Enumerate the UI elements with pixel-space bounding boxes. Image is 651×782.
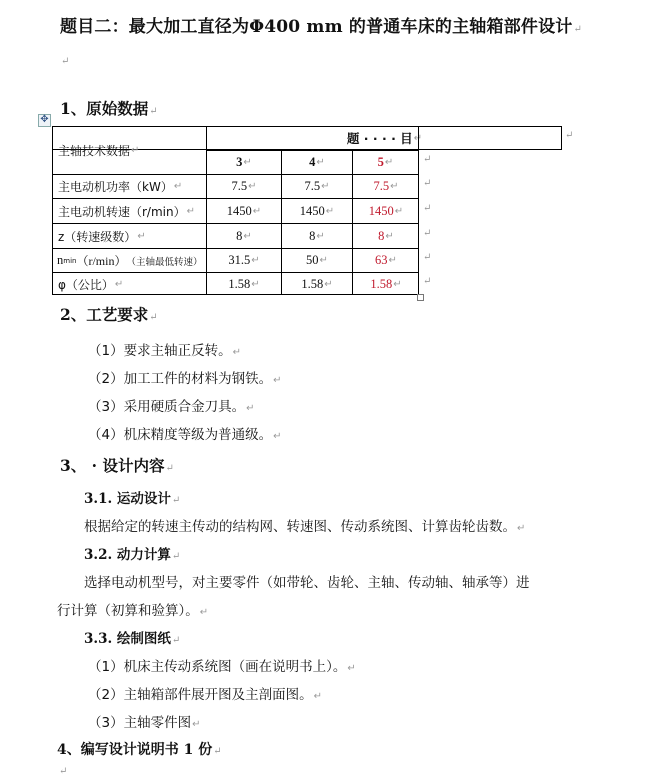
list-item: （2）加工工件的材料为钢铁。↵ xyxy=(88,371,282,387)
table-cell-highlight: 1.58 ↵ xyxy=(352,272,419,295)
table-cell-highlight: 8 ↵ xyxy=(352,223,419,248)
section1-heading: 1、原始数据↵ xyxy=(60,99,158,118)
table-cell-highlight: 7.5 ↵ xyxy=(352,174,419,198)
list-item: （2）主轴箱部件展开图及主剖面图。↵ xyxy=(88,687,322,703)
empty-paragraph-mark: ↵ xyxy=(61,56,70,67)
row-label-motor-speed: 主电动机转速（r/min） ↵ xyxy=(52,198,206,223)
row-end-mark: ↵ xyxy=(423,252,432,263)
list-item: （3）主轴零件图↵ xyxy=(88,715,201,731)
table-cell-highlight: 63 ↵ xyxy=(352,248,419,272)
table-move-handle-icon[interactable]: ✥ xyxy=(38,114,51,127)
row-label-motor-power: 主电动机功率（kW） ↵ xyxy=(52,174,206,198)
table-cell: 31.5 ↵ xyxy=(206,248,281,272)
row-end-mark: ↵ xyxy=(423,154,432,165)
row-label-ratio: φ（公比） ↵ xyxy=(52,272,206,295)
column-header-3: 3 ↵ xyxy=(206,150,281,174)
column-header-4: 4 ↵ xyxy=(281,150,352,174)
table-cell: 1.58 ↵ xyxy=(281,272,352,295)
row-end-mark: ↵ xyxy=(423,228,432,239)
table-cell: 7.5 ↵ xyxy=(281,174,352,198)
list-item: （1）机床主传动系统图（画在说明书上）。↵ xyxy=(88,659,356,675)
table-cell: 50 ↵ xyxy=(281,248,352,272)
list-item: （4）机床精度等级为普通级。↵ xyxy=(88,427,282,443)
section4-heading: 4、编写设计说明书 1 份↵ xyxy=(57,742,222,758)
column-header-5: 5 ↵ xyxy=(352,150,419,174)
table-cell: 1.58 ↵ xyxy=(206,272,281,295)
subsection-heading: 3.3. 绘制图纸↵ xyxy=(84,631,181,647)
corner-label-cell: 主轴技术数据 ↵ xyxy=(58,143,140,158)
table-cell: 7.5 ↵ xyxy=(206,174,281,198)
row-end-mark: ↵ xyxy=(423,276,432,287)
table-cell: 1450 ↵ xyxy=(206,198,281,223)
table-cell: 1450 ↵ xyxy=(281,198,352,223)
document-title: 题目二：最大加工直径为Φ400 mm 的普通车床的主轴箱部件设计↵ xyxy=(60,17,583,37)
empty-paragraph-mark: ↵ xyxy=(59,766,68,777)
table-cell-highlight: 1450 ↵ xyxy=(352,198,419,223)
row-end-mark: ↵ xyxy=(423,203,432,214)
list-item: （3）采用硬质合金刀具。↵ xyxy=(88,399,255,415)
subsection-heading: 3.2. 动力计算↵ xyxy=(84,547,181,563)
subsection-heading: 3.1. 运动设计↵ xyxy=(84,491,181,507)
list-item: （1）要求主轴正反转。↵ xyxy=(88,343,241,359)
row-label-min-speed: n min （r/min） （主轴最低转速） xyxy=(52,248,206,272)
body-paragraph-line: 行计算（初算和验算）。↵ xyxy=(57,603,209,619)
table-cell: 8 ↵ xyxy=(206,223,281,248)
row-end-mark: ↵ xyxy=(565,130,574,141)
group-header-cell: 题 · · · · 目 ↵ xyxy=(206,126,562,150)
table-cell: 8 ↵ xyxy=(281,223,352,248)
section3-heading: 3、 · 设计内容↵ xyxy=(60,456,174,475)
body-paragraph: 根据给定的转速主传动的结构网、转速图、传动系统图、计算齿轮齿数。↵ xyxy=(84,519,526,535)
section2-heading: 2、工艺要求↵ xyxy=(60,305,158,324)
table-resize-handle[interactable] xyxy=(417,294,424,301)
row-label-speed-steps: z（转速级数） ↵ xyxy=(52,223,206,248)
body-paragraph-line: 选择电动机型号，对主要零件（如带轮、齿轮、主轴、传动轴、轴承等）进 xyxy=(84,575,530,591)
row-end-mark: ↵ xyxy=(423,178,432,189)
